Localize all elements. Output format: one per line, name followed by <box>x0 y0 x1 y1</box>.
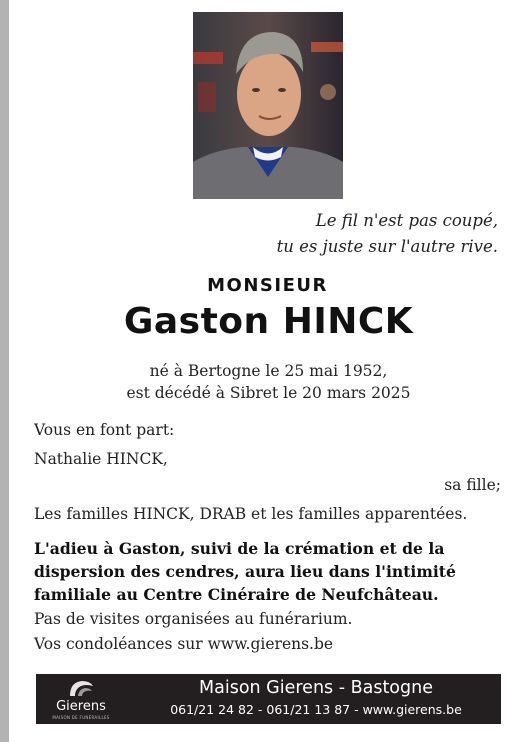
no-visits-line: Pas de visites organisées au funérarium. <box>34 610 353 628</box>
relative-name: Nathalie HINCK, <box>34 450 168 468</box>
logo-mark-icon <box>66 678 96 698</box>
funeral-home-contact: 061/21 24 82 - 061/21 13 87 - www.gierens.be <box>170 702 462 717</box>
funeral-home-title: Maison Gierens - Bastogne <box>199 678 433 698</box>
birth-death-dates <box>0 360 525 404</box>
honorific: MONSIEUR <box>207 275 328 296</box>
relative-role: sa fille; <box>444 476 501 494</box>
portrait-photo <box>193 12 343 199</box>
death-line: est décédé à Sibret le 20 mars 2025 <box>126 384 411 402</box>
birth-line: né à Bertogne le 25 mai 1952, <box>149 362 388 380</box>
deceased-name: Gaston HINCK <box>123 301 414 342</box>
announcement-intro: Vous en font part: <box>34 421 175 439</box>
families-line: Les familles HINCK, DRAB et les familles apparentées. <box>34 505 468 523</box>
ceremony-paragraph: L'adieu à Gaston, suivi de la crémation et de la dispersion des cendres, aura lieu dans l'intimité familiale au Centre Cinéraire de Neufchâteau. <box>34 539 456 604</box>
gierens-logo <box>44 678 118 720</box>
quote-line-2: tu es juste sur l'autre rive. <box>276 237 498 256</box>
quote-line-1: Le fil n'est pas coupé, <box>315 211 498 230</box>
logo-subtext: MAISON DE FUNÉRAILLES <box>52 715 110 720</box>
condolences-line: Vos condoléances sur www.gierens.be <box>34 635 334 653</box>
memorial-quote <box>277 208 498 260</box>
funeral-home-banner <box>36 674 501 724</box>
logo-wordmark: Gierens <box>56 699 106 714</box>
